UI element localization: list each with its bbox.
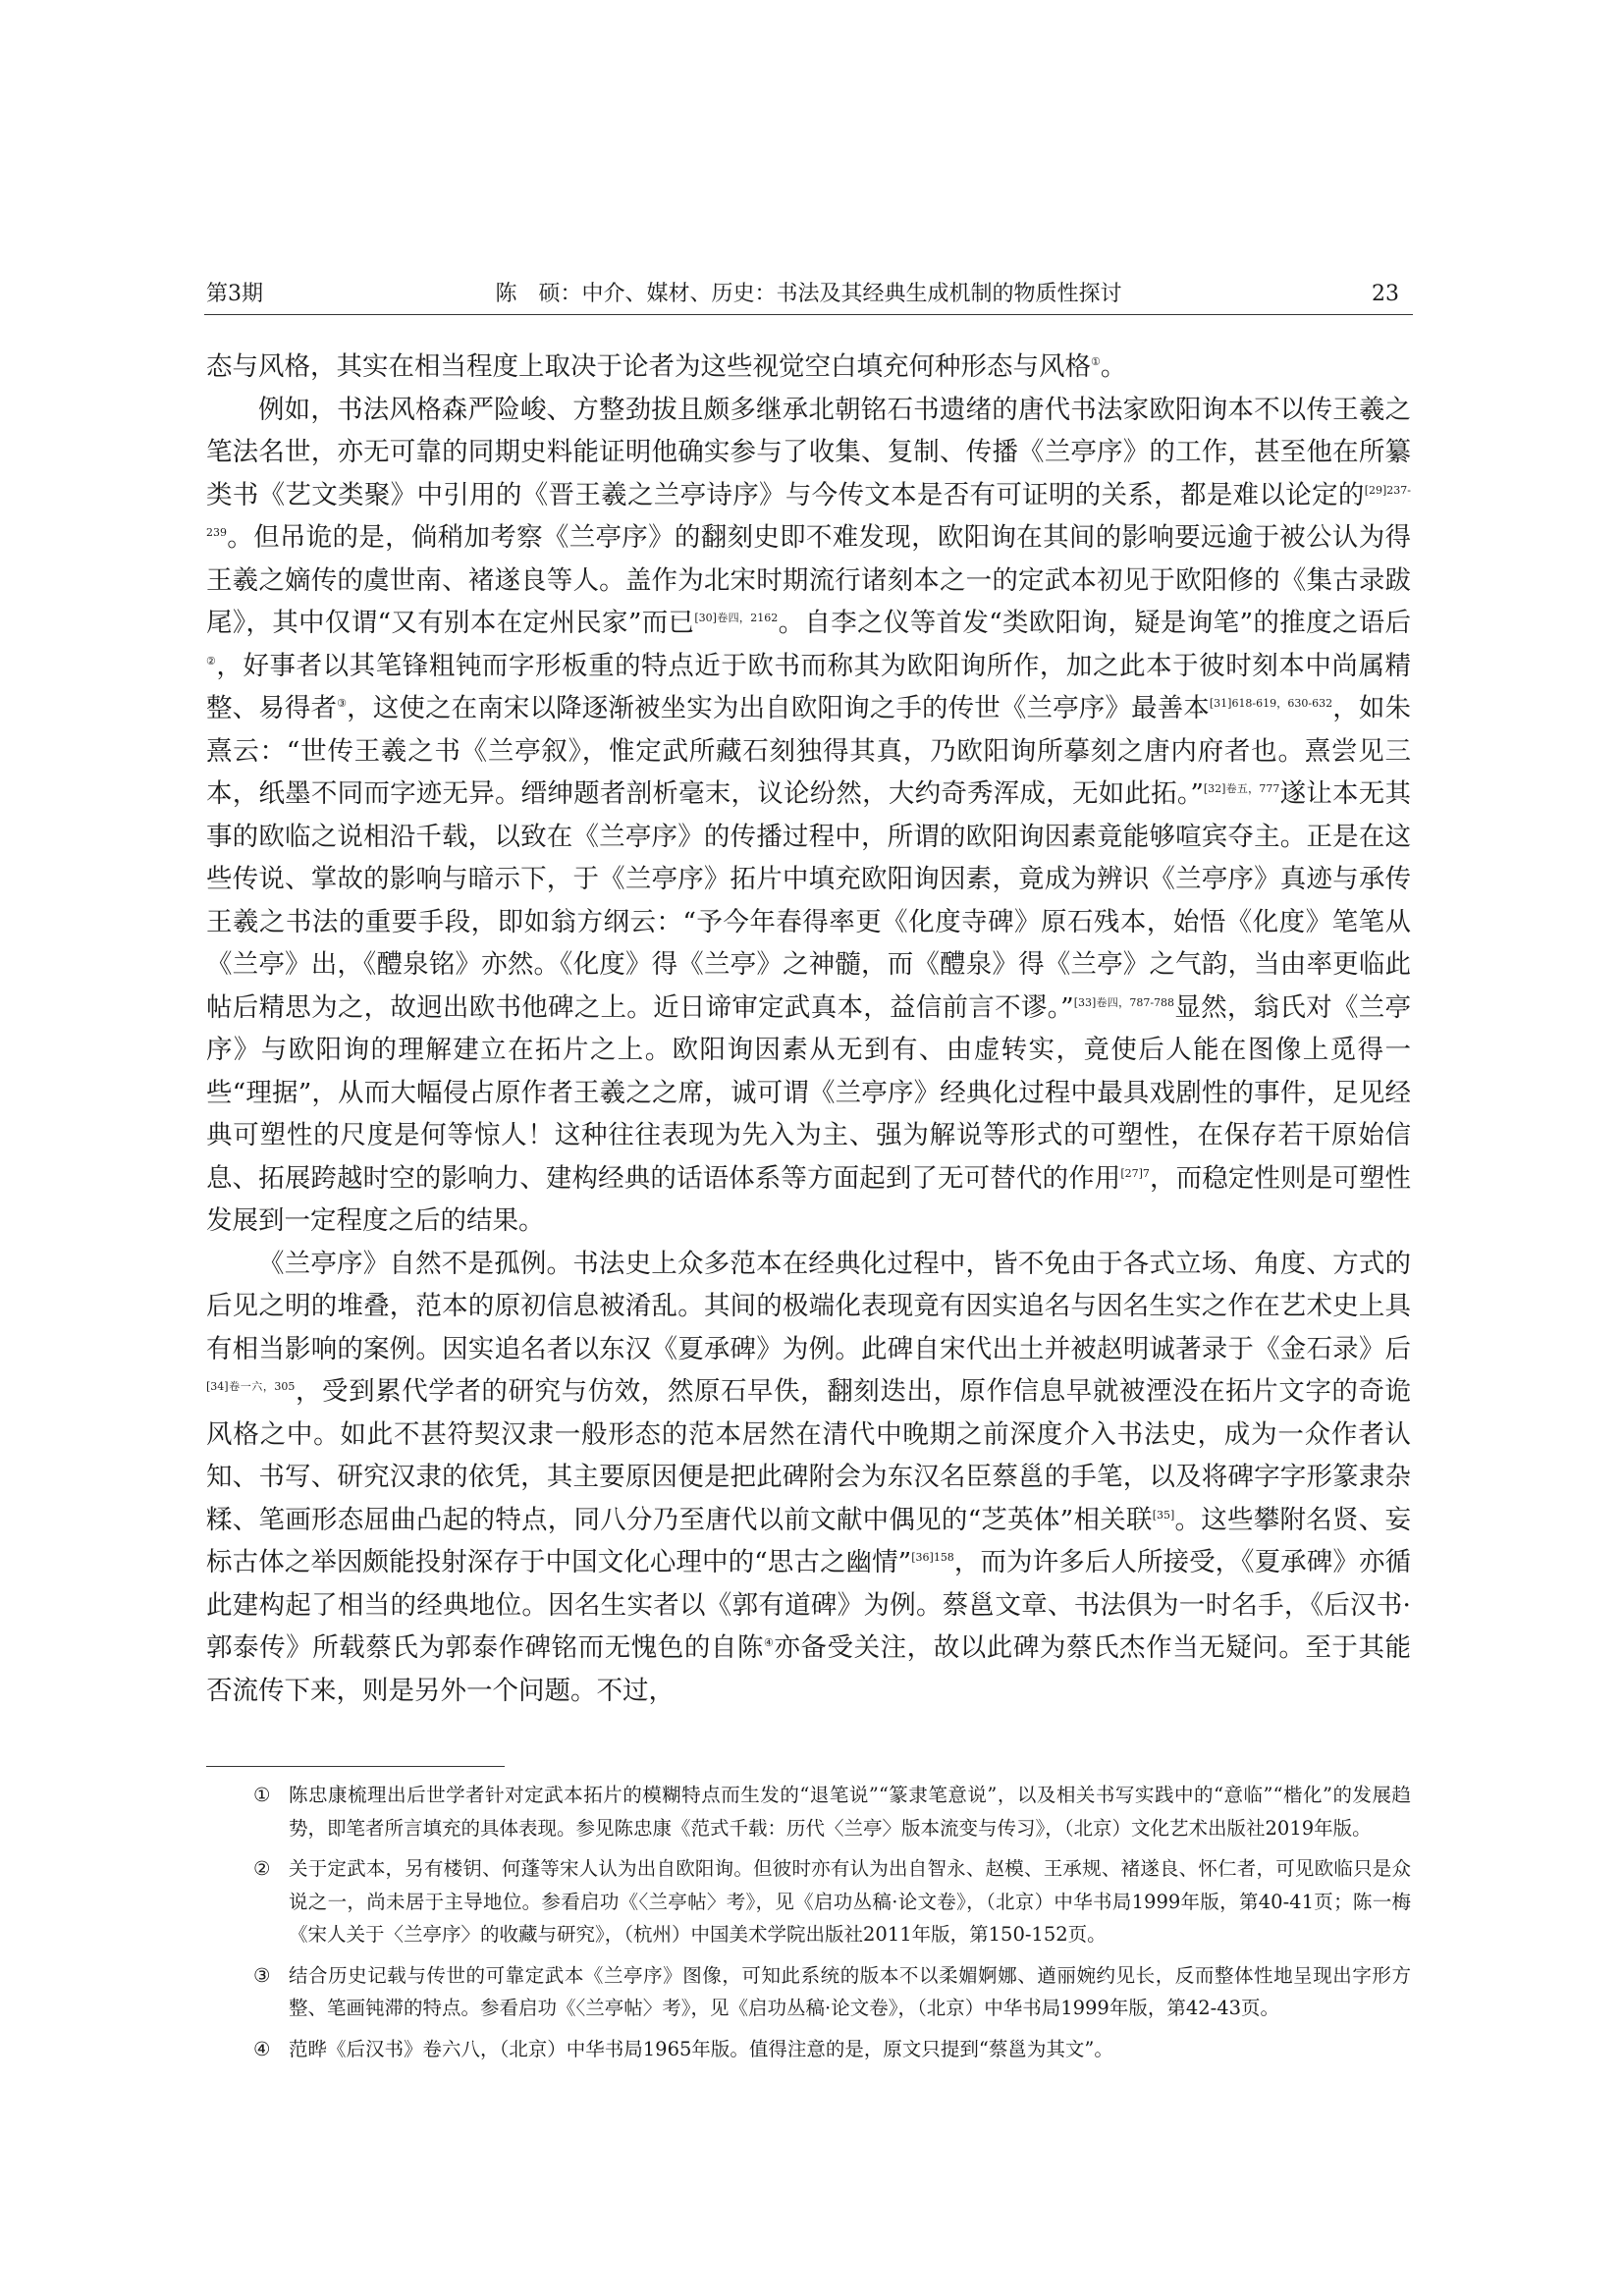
footnote [253, 1779, 1411, 1844]
paragraph [206, 389, 1411, 1243]
text-run: 。但吊诡的是，倘稍加考察《兰亭序》的翻刻史即不难发现，欧阳询在其间的影响要远逾于被公认为得王羲之嫡传的虞世南、褚遂良等人。盖作为北宋时期流行诸刻本之一的定武本初见于欧阳修的《集古录跋尾》，其中仅谓“又有别本在定州民家”而已 [206, 522, 1411, 638]
citation-superscript: ② [206, 654, 217, 667]
citation-superscript: ④ [764, 1636, 775, 1650]
citation-superscript: [29]237-239 [206, 483, 1411, 540]
footnote-mark: ① [253, 1784, 271, 1806]
footnote-rule [206, 1766, 505, 1767]
citation-superscript: [33]卷四，787-788 [1073, 995, 1175, 1009]
text-run: 亦备受关注，故以此碑为蔡氏杰作当无疑问。至于其能否流传下来，则是另外一个问题。不过， [206, 1632, 1412, 1706]
page-number: 23 [1372, 282, 1399, 306]
running-title: 陈 硕：中介、媒材、历史：书法及其经典生成机制的物质性探讨 [495, 282, 1122, 306]
citation-superscript: [34]卷一六，305 [206, 1380, 296, 1394]
text-run: ，受到累代学者的研究与仿效，然原石早佚，翻刻迭出，原作信息早就被湮没在拓片文字的奇诡风格之中。如此不甚符契汉隶一般形态的范本居然在清代中晚期之前深度介入书法史，成为一众作者认知、书写、研究汉隶的依凭，其主要原因便是把此碑附会为东汉名臣蔡邕的手笔，以及将碑字字形篆隶杂糅、笔画形态屈曲凸起的特点，同八分乃至唐代以前文献中偶见的“芝英体”相关联 [206, 1376, 1412, 1535]
paragraph [206, 346, 1411, 389]
issue-number: 第3期 [206, 282, 263, 306]
text-run: 例如，书法风格森严险峻、方整劲拔且颇多继承北朝铭石书遗绪的唐代书法家欧阳询本不以传王羲之笔法名世，亦无可靠的同期史料能证明他确实参与了收集、复制、传播《兰亭序》的工作，甚至他在所纂类书《艺文类聚》中引用的《晋王羲之兰亭诗序》与今传文本是否有可证明的关系，都是难以论定的 [206, 394, 1411, 510]
text-run: 。自李之仪等首发“类欧阳询，疑是询笔”的推度之语后 [778, 608, 1411, 638]
text-run: 《兰亭序》自然不是孤例。书法史上众多范本在经典化过程中，皆不免由于各式立场、角度、方式的后见之明的堆叠，范本的原初信息被淆乱。其间的极端化表现竟有因实追名与因名生实之作在艺术史上具有相当影响的案例。因实追名者以东汉《夏承碑》为例。此碑自宋代出土并被赵明诚著录于《金石录》后 [206, 1248, 1411, 1364]
citation-superscript: ① [1091, 355, 1101, 369]
header-rule [204, 314, 1413, 315]
text-run: 。 [1100, 351, 1127, 382]
text-run: ，而稳定性则是可塑性发展到一定程度之后的结果。 [206, 1162, 1412, 1236]
citation-superscript: [31]618-619，630-632 [1209, 697, 1333, 711]
text-run: ，好事者以其笔锋粗钝而字形板重的特点近于欧书而称其为欧阳询所作，加之此本于彼时刻本中尚属精整、易得者 [206, 650, 1411, 723]
footnote-mark: ② [253, 1857, 271, 1880]
footnote-text: 范晔《后汉书》卷六八，（北京）中华书局1965年版。值得注意的是，原文只提到“蔡邕为其文”。 [289, 2037, 1113, 2060]
running-header [206, 277, 1411, 312]
text-run: ，而为许多后人所接受，《夏承碑》亦循此建构起了相当的经典地位。因名生实者以《郭有道碑》为例。蔡邕文章、书法俱为一时名手，《后汉书·郭泰传》所载蔡氏为郭泰作碑铭而无愧色的自陈 [206, 1547, 1411, 1663]
footnote-mark: ③ [253, 1963, 271, 1987]
footnote-text: 关于定武本，另有楼钥、何蓬等宋人认为出自欧阳询。但彼时亦有认为出自智永、赵模、王承规、褚遂良、怀仁者，可见欧临只是众说之一，尚未居于主导地位。参看启功《〈兰亭帖〉考》，见《启功丛稿·论文卷》，（北京）中华书局1999年版，第40-41页；陈一梅《宋人关于〈兰亭序〉的收藏与研究》，（杭州）中国美术学院出版社2011年版，第150-152页。 [289, 1857, 1411, 1946]
footnote [253, 1852, 1411, 1951]
citation-superscript: [32]卷五，777 [1203, 782, 1280, 796]
text-run: 。这些攀附名贤、妄标古体之举因颇能投射深存于中国文化心理中的“思古之幽情” [206, 1504, 1411, 1577]
citation-superscript: [36]158 [911, 1551, 954, 1565]
body-text [206, 346, 1411, 1712]
footnote-mark: ④ [253, 2037, 271, 2060]
text-run: ，这使之在南宋以降逐渐被坐实为出自欧阳询之手的传世《兰亭序》最善本 [347, 693, 1210, 723]
citation-superscript: [27]7 [1120, 1166, 1150, 1180]
paragraph [206, 1243, 1411, 1713]
footnote [253, 1959, 1411, 2025]
text-run: 态与风格，其实在相当程度上取决于论者为这些视觉空白填充何种形态与风格 [206, 351, 1091, 382]
footnote-text: 陈忠康梳理出后世学者针对定武本拓片的模糊特点而生发的“退笔说”“篆隶笔意说”，以及相关书写实践中的“意临”“楷化”的发展趋势，即笔者所言填充的具体表现。参见陈忠康《范式千载：历代〈兰亭〉版本流变与传习》，（北京）文化艺术出版社2019年版。 [289, 1784, 1411, 1840]
citation-superscript: ③ [337, 697, 348, 711]
citation-superscript: [35] [1152, 1508, 1175, 1522]
footnote [253, 2033, 1411, 2066]
footnote-text: 结合历史记载与传世的可靠定武本《兰亭序》图像，可知此系统的版本不以柔媚婀娜、遒丽婉约见长，反而整体性地呈现出字形方整、笔画钝滞的特点。参看启功《〈兰亭帖〉考》，见《启功丛稿·论文卷》，（北京）中华书局1999年版，第42-43页。 [289, 1963, 1411, 2019]
text-run: ，如朱熹云：“世传王羲之书《兰亭叙》，惟定武所藏石刻独得其真，乃欧阳询所摹刻之唐内府者也。熹尝见三本，纸墨不同而字迹无异。缙绅题者剖析毫末，议论纷然，大约奇秀浑成，无如此拓。” [206, 693, 1412, 809]
citation-superscript: [30]卷四，2162 [694, 612, 779, 625]
footnotes [253, 1779, 1411, 2073]
text-run: 显然，翁氏对《兰亭序》与欧阳询的理解建立在拓片之上。欧阳询因素从无到有、由虚转实，竟使后人能在图像上觅得一些“理据”，从而大幅侵占原作者王羲之之席，诚可谓《兰亭序》经典化过程中最具戏剧性的事件，足见经典可塑性的尺度是何等惊人！这种往往表现为先入为主、强为解说等形式的可塑性，在保存若干原始信息、拓展跨越时空的影响力、建构经典的话语体系等方面起到了无可替代的作用 [206, 991, 1411, 1194]
text-run: 遂让本无其事的欧临之说相沿千载，以致在《兰亭序》的传播过程中，所谓的欧阳询因素竟能够喧宾夺主。正是在这些传说、掌故的影响与暗示下，于《兰亭序》拓片中填充欧阳询因素，竟成为辨识《兰亭序》真迹与承传王羲之书法的重要手段，即如翁方纲云：“予今年春得率更《化度寺碑》原石残本，始悟《化度》笔笔从《兰亭》出，《醴泉铭》亦然。《化度》得《兰亭》之神髓，而《醴泉》得《兰亭》之气韵，当由率更临此帖后精思为之，故迥出欧书他碑之上。近日谛审定武真本，益信前言不谬。” [206, 778, 1411, 1023]
